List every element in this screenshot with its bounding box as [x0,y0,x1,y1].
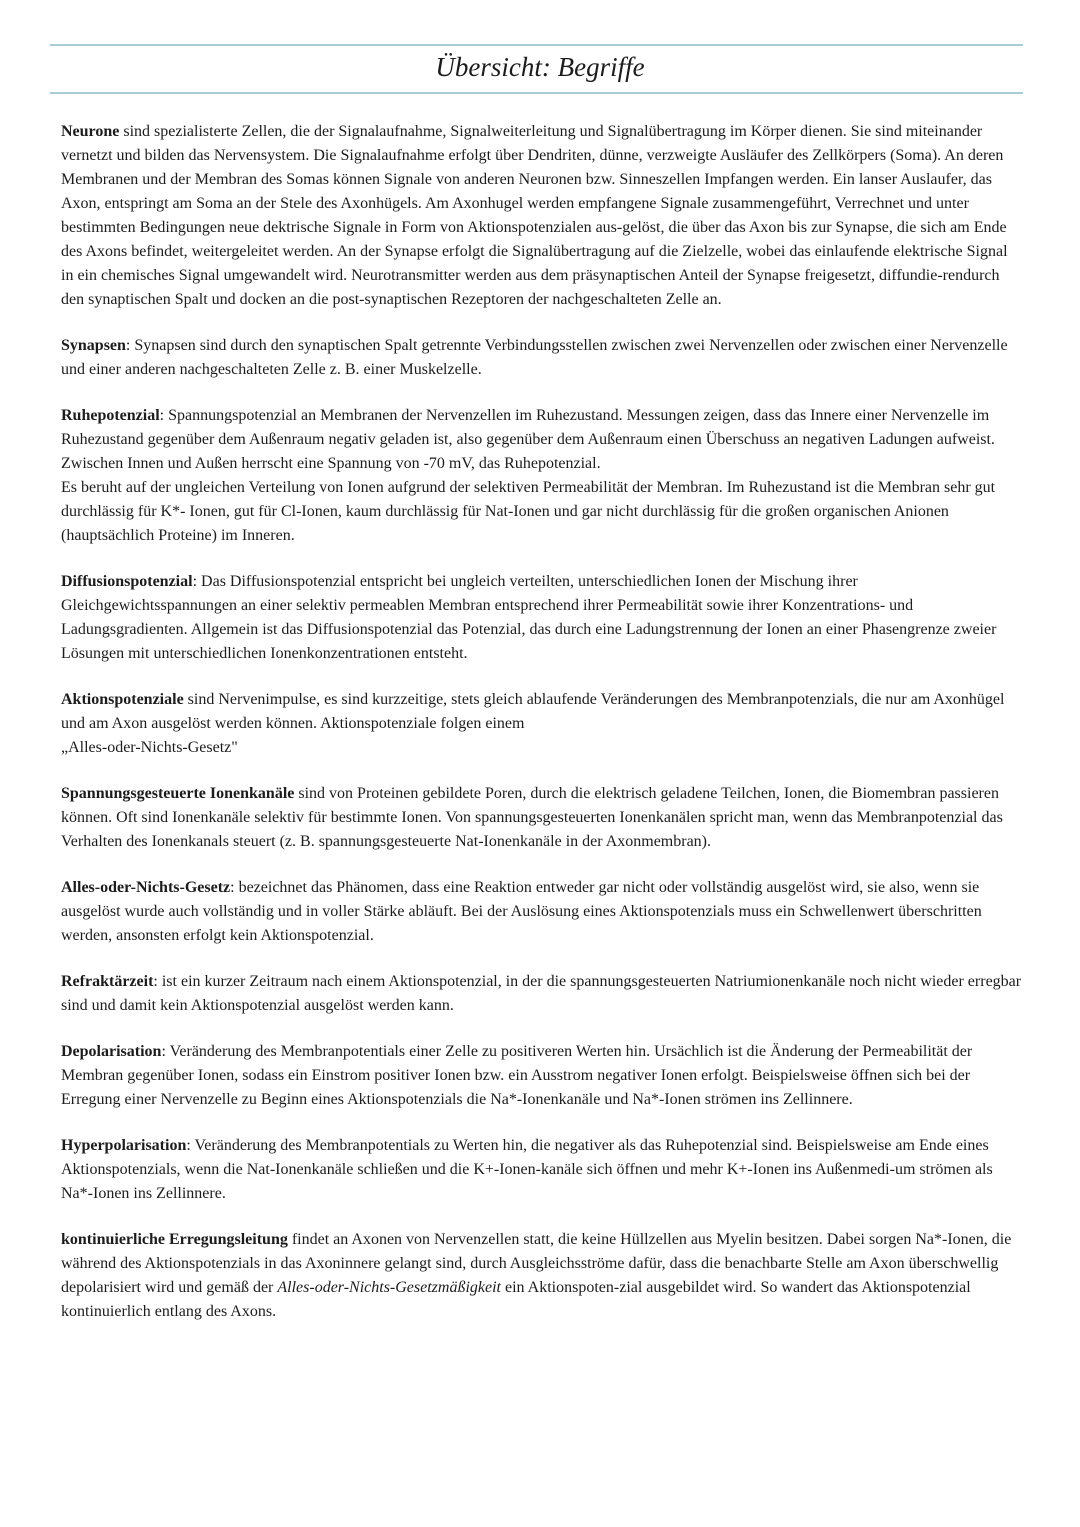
entry-spannungsgesteuerte-ionenkanaele [61,782,1023,854]
entry-text: bezeichnet das Phänomen, dass eine Reaktion entweder gar nicht oder vollständig ausgelöst wird, sie also, wenn sie ausgelöst wurde auch vollständig und in voller Stärke abläuft. Bei der Auslösung eines Aktionspotenzials muss ein Schwellenwert überschritten werden, ansonsten erfolgt kein Aktionspotenzial. [61,879,982,944]
entry-emphasis: Alles-oder-Nichts-Gesetzmäßigkeit [277,1279,501,1296]
entry-diffusionspotenzial: Diffusionspotenzial: Das Diffusionspotenzial entspricht bei ungleich verteilten, unterschiedlichen Ionen der Mischung ihrer Gleichgewichtsspannungen an einer selektiv permeablen Membran entsprechend ihrer Permeabilität sowie ihrer Konzentrations- und Ladungsgradienten. Allgemein ist das Diffusionspotenzial das Potenzial, das durch eine Ladungstrennung der Ionen an einer Phasengrenze zweier Lösungen mit unterschiedlichen Ionenkonzentrationen entsteht. [61,573,997,662]
entry-text: ist ein kurzer Zeitraum nach einem Aktionspotenzial, in der die spannungsgesteuerten Natriumionenkanäle noch nicht wieder erregbar sind und damit kein Aktionspotenzial ausgelöst werden kann. [61,973,1022,1014]
entry-term: Neurone [61,123,120,140]
entry-synapsen: Synapsen: Synapsen sind durch den synaptischen Spalt getrennte Verbindungsstellen zwischen zwei Nervenzellen oder zwischen einer Nervenzelle und einer anderen nachgeschalteten Zelle z. B. einer Muskelzelle. [61,337,1008,378]
entry-term: Ruhepotenzial [61,407,160,424]
entry-text: Spannungspotenzial an Membranen der Nervenzellen im Ruhezustand. Messungen zeigen, dass das Innere einer Nervenzelle im Ruhezustand gegenüber dem Außenraum negativ geladen ist, also gegenüber dem Außenraum einen Überschuss an negativen Ladungen aufweist. Zwischen Innen und Außen herrscht eine Spannung von -70 mV, das Ruhepotenzial. [61,407,995,472]
entry-text-continued: ein Aktionspoten-zial ausgebildet wird. So wandert das Aktionspotenzial kontinuierlich entlang des Axons. [61,1279,971,1320]
entry-aktionspotenziale [61,688,1023,760]
entry-text: Synapsen sind durch den synaptischen Spalt getrennte Verbindungsstellen zwischen zwei Nervenzellen oder zwischen einer Nervenzelle und einer anderen nachgeschalteten Zelle z. B. einer Muskelzelle. [61,337,1008,378]
glossary-content [61,120,1023,1346]
entry-term: kontinuierliche Erregungsleitung [61,1231,288,1248]
entry-kontinuierliche-erregungsleitung [61,1228,1023,1324]
page-title: Übersicht: Begriffe [435,52,645,82]
entry-term: Alles-oder-Nichts-Gesetz [61,879,231,896]
entry-hyperpolarisation: Hyperpolarisation: Veränderung des Membranpotentials zu Werten hin, die negativer als das Ruhepotenzial sind. Beispielsweise am Ende eines Aktionspotenzials, wenn die Nat-Ionenkanäle schließen und die K+-Ionen-kanäle sich öffnen und mehr K+-Ionen ins Außenmedi-um strömen als Na*-Ionen ins Zellinnere. [61,1137,993,1202]
entry-term: Diffusionspotenzial [61,573,193,590]
entry-ruhepotenzial: Ruhepotenzial: Spannungspotenzial an Membranen der Nervenzellen im Ruhezustand. Messungen zeigen, dass das Innere einer Nervenzelle im Ruhezustand gegenüber dem Außenraum negativ geladen ist, also gegenüber dem Außenraum einen Überschuss an negativen Ladungen aufweist. Zwischen Innen und Außen herrscht eine Spannung von -70 mV, das Ruhepotenzial. Es beruht auf der ungleichen Verteilung von Ionen aufgrund der selektiven Permeabilität der Membran. Im Ruhezustand ist die Membran sehr gut durchlässig für K*- Ionen, gut für Cl-Ionen, kaum durchlässig für Nat-Ionen und gar nicht durchlässig für die großen organischen Anionen (hauptsächlich Proteine) im Inneren. [61,407,996,544]
entry-text: Veränderung des Membranpotentials einer Zelle zu positiveren Werten hin. Ursächlich ist die Änderung der Permeabilität der Membran gegenüber Ionen, sodass ein Einstrom positiver Ionen bzw. ein Ausstrom negativer Ionen erfolgt. Beispielsweise öffnen sich bei der Erregung einer Nervenzelle zu Beginn eines Aktionspotenzials die Na*-Ionenkanäle und Na*-Ionen strömen ins Zellinnere. [61,1043,973,1108]
entry-text: findet an Axonen von Nervenzellen statt, die keine Hüllzellen aus Myelin besitzen. Dabei sorgen Na*-Ionen, die während des Aktionspotenzials in das Axoninnere gelangt sind, durch Ausgleichsströme dafür, dass die benachbarte Stelle am Axon überschwellig depolarisiert wird und gemäß der [61,1231,1012,1296]
entry-text: Veränderung des Membranpotentials zu Werten hin, die negativer als das Ruhepotenzial sind. Beispielsweise am Ende eines Aktionspotenzials, wenn die Nat-Ionenkanäle schließen und die K+-Ionen-kanäle sich öffnen und mehr K+-Ionen ins Außenmedi-um strömen als Na*-Ionen ins Zellinnere. [61,1137,993,1202]
entry-text-continued: „Alles-oder-Nichts-Gesetz" [61,739,238,756]
entry-refraktaerzeit: Refraktärzeit: ist ein kurzer Zeitraum nach einem Aktionspotenzial, in der die spannungsgesteuerten Natriumionenkanäle noch nicht wieder erregbar sind und damit kein Aktionspotenzial ausgelöst werden kann. [61,973,1022,1014]
entry-term: Depolarisation [61,1043,162,1060]
entry-term: Refraktärzeit [61,973,154,990]
entry-alles-oder-nichts-gesetz: Alles-oder-Nichts-Gesetz: bezeichnet das Phänomen, dass eine Reaktion entweder gar nicht oder vollständig ausgelöst wird, sie also, wenn sie ausgelöst wurde auch vollständig und in voller Stärke abläuft. Bei der Auslösung eines Aktionspotenzials muss ein Schwellenwert überschritten werden, ansonsten erfolgt kein Aktionspotenzial. [61,879,982,944]
entry-depolarisation: Depolarisation: Veränderung des Membranpotentials einer Zelle zu positiveren Werten hin. Ursächlich ist die Änderung der Permeabilität der Membran gegenüber Ionen, sodass ein Einstrom positiver Ionen bzw. ein Ausstrom negativer Ionen erfolgt. Beispielsweise öffnen sich bei der Erregung einer Nervenzelle zu Beginn eines Aktionspotenzials die Na*-Ionenkanäle und Na*-Ionen strömen ins Zellinnere. [61,1043,973,1108]
entry-term: Spannungsgesteuerte Ionenkanäle [61,785,295,802]
entry-term: Synapsen [61,337,126,354]
entry-term: Hyperpolarisation [61,1137,187,1154]
entry-text-continued: Es beruht auf der ungleichen Verteilung von Ionen aufgrund der selektiven Permeabilität der Membran. Im Ruhezustand ist die Membran sehr gut durchlässig für K*- Ionen, gut für Cl-Ionen, kaum durchlässig für Nat-Ionen und gar nicht durchlässig für die großen organischen Anionen (hauptsächlich Proteine) im Inneren. [61,479,996,544]
entry-term: Aktionspotenziale [61,691,184,708]
entry-neurone [61,120,1023,312]
entry-text: Das Diffusionspotenzial entspricht bei ungleich verteilten, unterschiedlichen Ionen der Mischung ihrer Gleichgewichtsspannungen an einer selektiv permeablen Membran entsprechend ihrer Permeabilität sowie ihrer Konzentrations- und Ladungsgradienten. Allgemein ist das Diffusionspotenzial das Potenzial, das durch eine Ladungstrennung der Ionen an einer Phasengrenze zweier Lösungen mit unterschiedlichen Ionenkonzentrationen entsteht. [61,573,997,662]
header-rule-bottom [50,92,1023,94]
entry-text: sind von Proteinen gebildete Poren, durch die elektrisch geladene Teilchen, Ionen, die Biomembran passieren können. Oft sind Ionenkanäle selektiv für bestimmte Ionen. Von spannungsgesteuerten Ionenkanälen spricht man, wenn das Membranpotenzial das Verhalten des Ionenkanals steuert (z. B. spannungsgesteuerte Nat-Ionenkanäle in der Axonmembran). [61,785,1003,850]
entry-text: sind spezialisterte Zellen, die der Signalaufnahme, Signalweiterleitung und Signalübertragung im Körper dienen. Sie sind miteinander vernetzt und bilden das Nervensystem. Die Signalaufnahme erfolgt über Dendriten, dünne, verzweigte Ausläufer des Zellkörpers (Soma). An deren Membranen und der Membran des Somas können Signale von anderen Neuronen bzw. Sinneszellen Impfangen werden. Ein lanser Auslaufer, das Axon, entspringt am Soma an der Stele des Axonhügels. Am Axonhugel werden empfangene Signale zusammengeführt, Verrechnet und unter bestimmten Bedingungen neue dektrische Signale in Form von Aktionspotenzialen aus-gelöst, die über das Axon bis zur Synapse, die sich am Ende des Axons befindet, weitergeleitet werden. An der Synapse erfolgt die Signalübertragung auf die Zielzelle, wobei das einlaufende elektrische Signal in ein chemisches Signal umgewandelt wird. Neurotransmitter werden aus dem präsynaptischen Anteil der Synapse freigesetzt, diffundie-rendurch den synaptischen Spalt und docken an die post-synaptischen Rezeptoren der nachgeschalteten Zelle an. [61,123,1008,308]
header-rule-top [50,44,1023,46]
entry-text: sind Nervenimpulse, es sind kurzzeitige, stets gleich ablaufende Veränderungen des Membranpotenzials, die nur am Axonhügel und am Axon ausgelöst werden können. Aktionspotenziale folgen einem [61,691,1005,732]
